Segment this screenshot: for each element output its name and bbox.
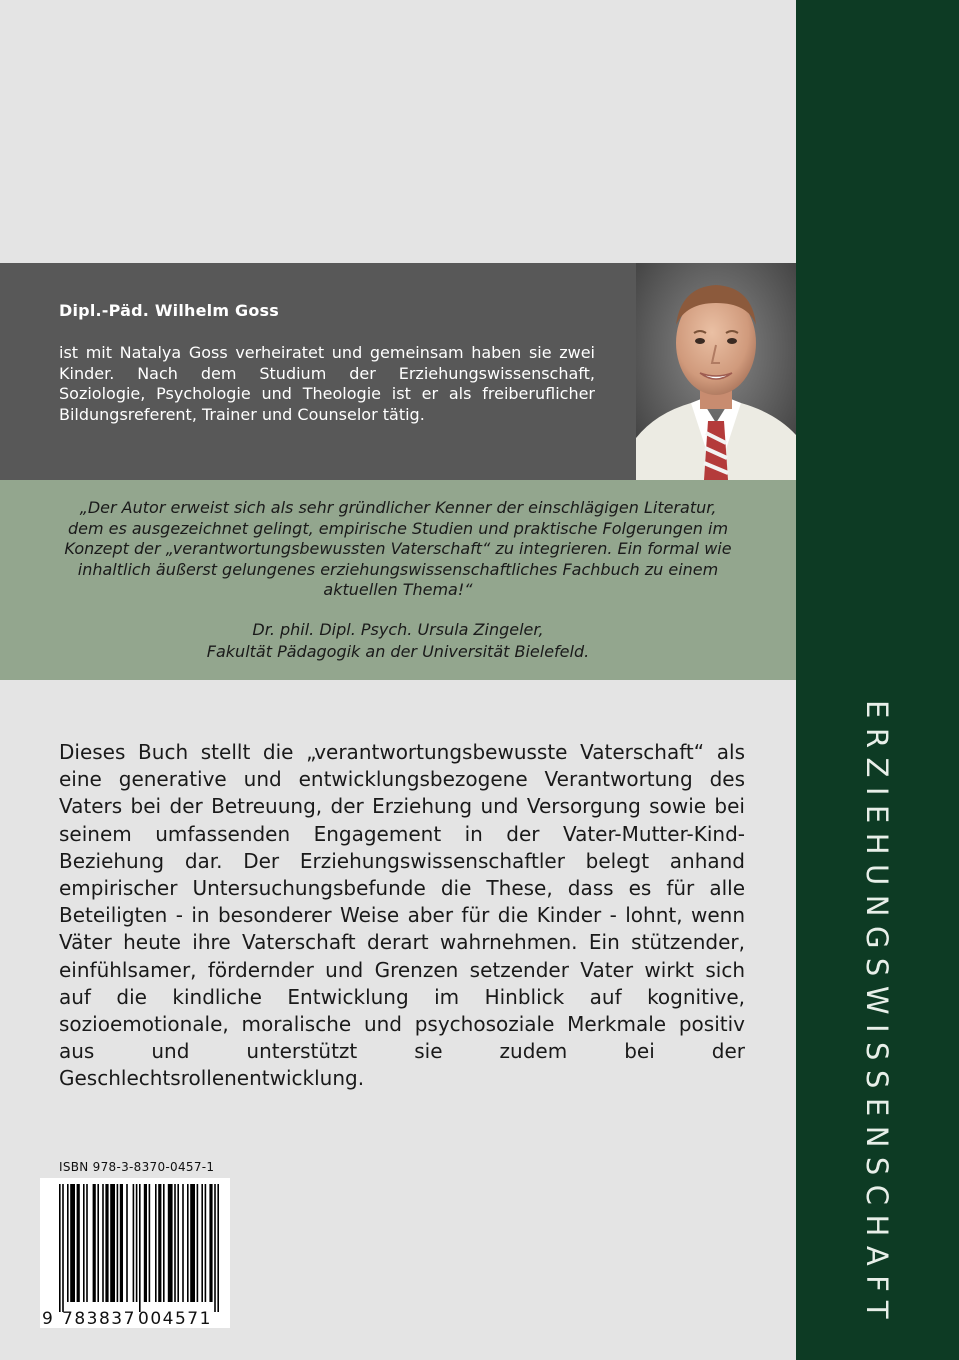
barcode-bar bbox=[70, 1184, 75, 1302]
barcode-bar bbox=[93, 1184, 96, 1302]
isbn-label: ISBN 978-3-8370-0457-1 bbox=[59, 1160, 215, 1174]
review-attribution bbox=[60, 619, 736, 663]
barcode-bar bbox=[177, 1184, 179, 1302]
barcode-bar bbox=[97, 1184, 99, 1302]
barcode-bar bbox=[77, 1184, 80, 1302]
reviewer-name: Dr. phil. Dipl. Psych. Ursula Zingeler, bbox=[252, 620, 544, 639]
barcode-bar bbox=[190, 1184, 195, 1302]
author-photo bbox=[636, 263, 796, 480]
barcode-bar bbox=[62, 1184, 64, 1312]
barcode-bar bbox=[163, 1184, 165, 1302]
barcode-bar bbox=[126, 1184, 128, 1302]
barcode-bar bbox=[187, 1184, 189, 1302]
author-bio: ist mit Natalya Goss verheiratet und gemeinsam haben sie zwei Kinder. Nach dem Studium der Erziehungswissenschaft, Soziologie, Psychologie und Theologie ist er als freiberuflicher Bildungsreferent, Trainer und Counselor tätig. bbox=[59, 343, 595, 424]
barcode-bar bbox=[133, 1184, 135, 1302]
barcode-bar bbox=[168, 1184, 173, 1302]
barcode-bar bbox=[102, 1184, 104, 1302]
barcode-bar bbox=[149, 1184, 151, 1302]
barcode-bar bbox=[182, 1184, 184, 1302]
barcode-bar bbox=[136, 1184, 138, 1302]
barcode-bar bbox=[217, 1184, 219, 1312]
barcode-bar bbox=[139, 1184, 141, 1312]
barcode-bar bbox=[205, 1184, 207, 1302]
barcode-bar bbox=[105, 1184, 108, 1302]
book-description: Dieses Buch stellt die „verantwortungsbewusste Vaterschaft“ als eine generative und entwicklungsbezogene Verantwortung des Vaters bei der Betreuung, der Erziehung und Versorgung sowie bei seinem umfassenden Engagement in der Vater-Mutter-Kind-Beziehung dar. Der Erziehungswissenschaftler belegt anhand empirischer Untersuchungsbefunde die These, dass es für alle Beteiligten - in besonderer Weise aber für die Kinder - lohnt, wenn Väter heute ihre Vaterschaft derart wahrnehmen. Ein stützender, einfühlsamer, fördernder und Grenzen setzender Vater wirkt sich auf die kindliche Entwicklung im Hinblick auf kognitive, sozioemotionale, moralische und psychosoziale Merkmale positiv aus und unterstützt sie zudem bei der Geschlechtsrollenentwicklung. bbox=[59, 740, 745, 1091]
barcode-bar bbox=[120, 1184, 123, 1302]
review-quote: „Der Autor erweist sich als sehr gründlicher Kenner der einschlägigen Literatur, dem es ausgezeichnet gelingt, empirische Studien und praktische Folgerungen im Konzept der „verantwortungsbewussten Vaterschaft“ zu integrieren. Ein formal wie inhaltlich äußerst gelungenes erziehungswissenschaftliches Fachbuch zu einem aktuellen Thema!“ bbox=[64, 498, 732, 599]
barcode-bar bbox=[201, 1184, 203, 1302]
reviewer-affiliation: Fakultät Pädagogik an der Universität Bielefeld. bbox=[206, 642, 590, 661]
barcode-bar bbox=[144, 1184, 147, 1302]
barcode-bar bbox=[117, 1184, 119, 1302]
barcode-digits-right: 004571 bbox=[138, 1309, 212, 1328]
spine-title: ERZIEHUNGSWISSENSCHAFT bbox=[860, 700, 894, 1329]
barcode-bar bbox=[197, 1184, 199, 1302]
barcode-digit-first: 9 bbox=[42, 1309, 53, 1328]
barcode-bar bbox=[67, 1184, 69, 1302]
barcode-bar bbox=[59, 1184, 61, 1312]
barcode-digits-left: 783837 bbox=[62, 1309, 136, 1328]
author-name: Dipl.-Päd. Wilhelm Goss bbox=[59, 301, 279, 320]
barcode-bar bbox=[110, 1184, 115, 1302]
barcode-bar bbox=[209, 1184, 212, 1302]
barcode-bar bbox=[86, 1184, 88, 1302]
barcode-bar bbox=[174, 1184, 176, 1302]
barcode-bar bbox=[155, 1184, 157, 1302]
barcode-bar bbox=[83, 1184, 85, 1302]
barcode-bar bbox=[214, 1184, 216, 1312]
barcode-bar bbox=[158, 1184, 161, 1302]
barcode bbox=[40, 1178, 230, 1328]
